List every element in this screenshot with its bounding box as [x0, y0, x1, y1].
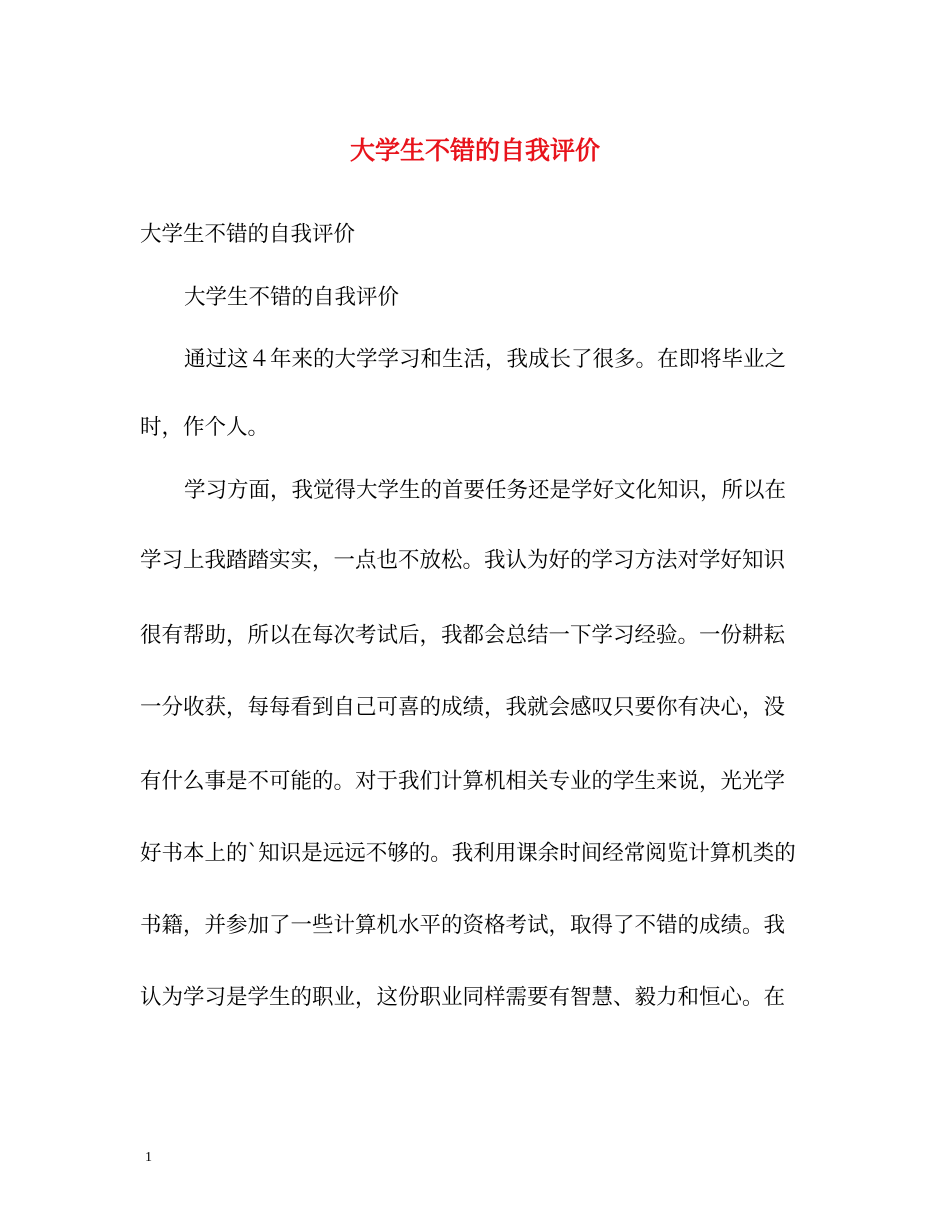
body-line-1: 通过这４年来的大学学习和生活，我成长了很多。在即将毕业之: [184, 347, 787, 372]
body-line-9: 书籍，并参加了一些计算机水平的资格考试，取得了不错的成绩。我: [140, 913, 786, 938]
body-line-2: 时，作个人。: [140, 415, 270, 440]
document-subtitle: 大学生不错的自我评价: [140, 222, 356, 247]
body-line-3: 学习方面，我觉得大学生的首要任务还是学好文化知识，所以在: [184, 478, 787, 503]
section-heading: 大学生不错的自我评价: [184, 285, 400, 310]
body-line-4: 学习上我踏踏实实，一点也不放松。我认为好的学习方法对学好知识: [140, 548, 786, 573]
body-line-7: 有什么事是不可能的。对于我们计算机相关专业的学生来说，光光学: [140, 769, 786, 794]
body-line-10: 认为学习是学生的职业，这份职业同样需要有智慧、毅力和恒心。在: [140, 985, 786, 1010]
body-line-5: 很有帮助，所以在每次考试后，我都会总结一下学习经验。一份耕耘: [140, 623, 786, 648]
body-line-8: 好书本上的`知识是远远不够的。我利用课余时间经常阅览计算机类的: [140, 841, 796, 866]
body-line-6: 一分收获，每每看到自己可喜的成绩，我就会感叹只要你有决心，没: [140, 695, 786, 720]
document-title: 大学生不错的自我评价: [349, 136, 600, 165]
page-number: 1: [145, 1150, 152, 1165]
